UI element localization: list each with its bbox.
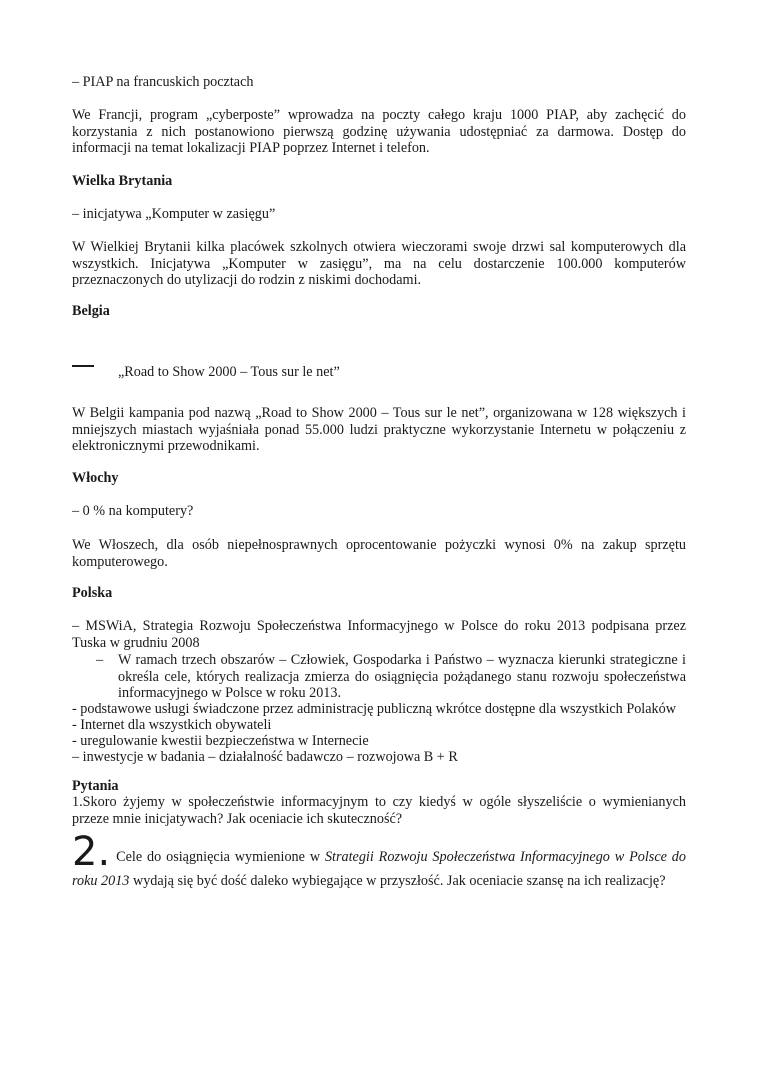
italy-heading: Włochy [72, 470, 119, 486]
dash-marker [72, 365, 94, 367]
question-1: 1.Skoro żyjemy w społeczeństwie informacyjnym to czy kiedyś w ogóle słyszeliście o wymienianych przeze mnie inicjatywach? Jak oceniacie ich skuteczność? [72, 794, 686, 827]
france-subtitle: – PIAP na francuskich pocztach [72, 74, 254, 90]
uk-paragraph: W Wielkiej Brytanii kilka placówek szkolnych otwiera wieczorami swoje drzwi sal komputerowych dla wszystkich. Inicjatywa „Komputer w zasięgu”, ma na celu dostarczenie 100.000 komputerów przeznaczonych do utylizacji do rodzin z niskimi dochodami. [72, 239, 686, 289]
uk-heading: Wielka Brytania [72, 173, 173, 189]
belgium-subtitle: „Road to Show 2000 – Tous sur le net” [118, 364, 340, 380]
question-2-number: 2. [72, 829, 111, 875]
italy-subtitle: – 0 % na komputery? [72, 503, 194, 519]
poland-heading: Polska [72, 585, 113, 601]
question-2-text-end: wydają się być dość daleko wybiegające w przyszłość. Jak oceniacie szansę na ich realizację? [129, 873, 666, 889]
poland-bullet-text: W ramach trzech obszarów – Człowiek, Gospodarka i Państwo – wyznacza kierunki strategiczne i określa cele, których realizacja zmierza do osiągnięcia pożądanego stanu rozwoju społeczeństwa informacyjnego w Polsce w roku 2013. [118, 652, 686, 702]
poland-item: - podstawowe usługi świadczone przez administrację publiczną wkrótce dostępne dla wszystkich Polaków [72, 701, 676, 717]
poland-intro: – MSWiA, Strategia Rozwoju Społeczeństwa Informacyjnego w Polsce do roku 2013 podpisana przez Tuska w grudniu 2008 [72, 618, 686, 651]
question-2-strategy-title: Strategii Rozwoju Społeczeństwa Informacyjnego w Polsce do roku 2013 [72, 849, 686, 889]
france-paragraph: We Francji, program „cyberposte” wprowadza na poczty całego kraju 1000 PIAP, aby zachęcić do korzystania z nich postanowiono pierwszą godzinę używania udostępniać za darmowa. Dostęp do informacji na temat lokalizacji PIAP poprzez Internet i telefon. [72, 107, 686, 157]
uk-subtitle: – inicjatywa „Komputer w zasięgu” [72, 206, 276, 222]
belgium-paragraph: W Belgii kampania pod nazwą „Road to Show 2000 – Tous sur le net”, organizowana w 128 większych i mniejszych miastach wyjaśniała ponad 55.000 ludzi praktyczne wykorzystanie Internetu w połączeniu z elektronicznymi przewodnikami. [72, 405, 686, 455]
poland-item: – inwestycje w badania – działalność badawczo – rozwojowa B + R [72, 749, 458, 765]
poland-item: - Internet dla wszystkich obywateli [72, 717, 272, 733]
question-2-text-start: Cele do osiągnięcia wymienione w [116, 849, 325, 865]
question-2 [72, 829, 686, 892]
bullet-dash: – [96, 652, 104, 668]
belgium-heading: Belgia [72, 303, 110, 319]
questions-heading: Pytania [72, 778, 119, 794]
italy-paragraph: We Włoszech, dla osób niepełnosprawnych oprocentowanie pożyczki wynosi 0% na zakup sprzętu komputerowego. [72, 537, 686, 570]
poland-bullet [96, 652, 686, 702]
poland-item: - uregulowanie kwestii bezpieczeństwa w Internecie [72, 733, 369, 749]
